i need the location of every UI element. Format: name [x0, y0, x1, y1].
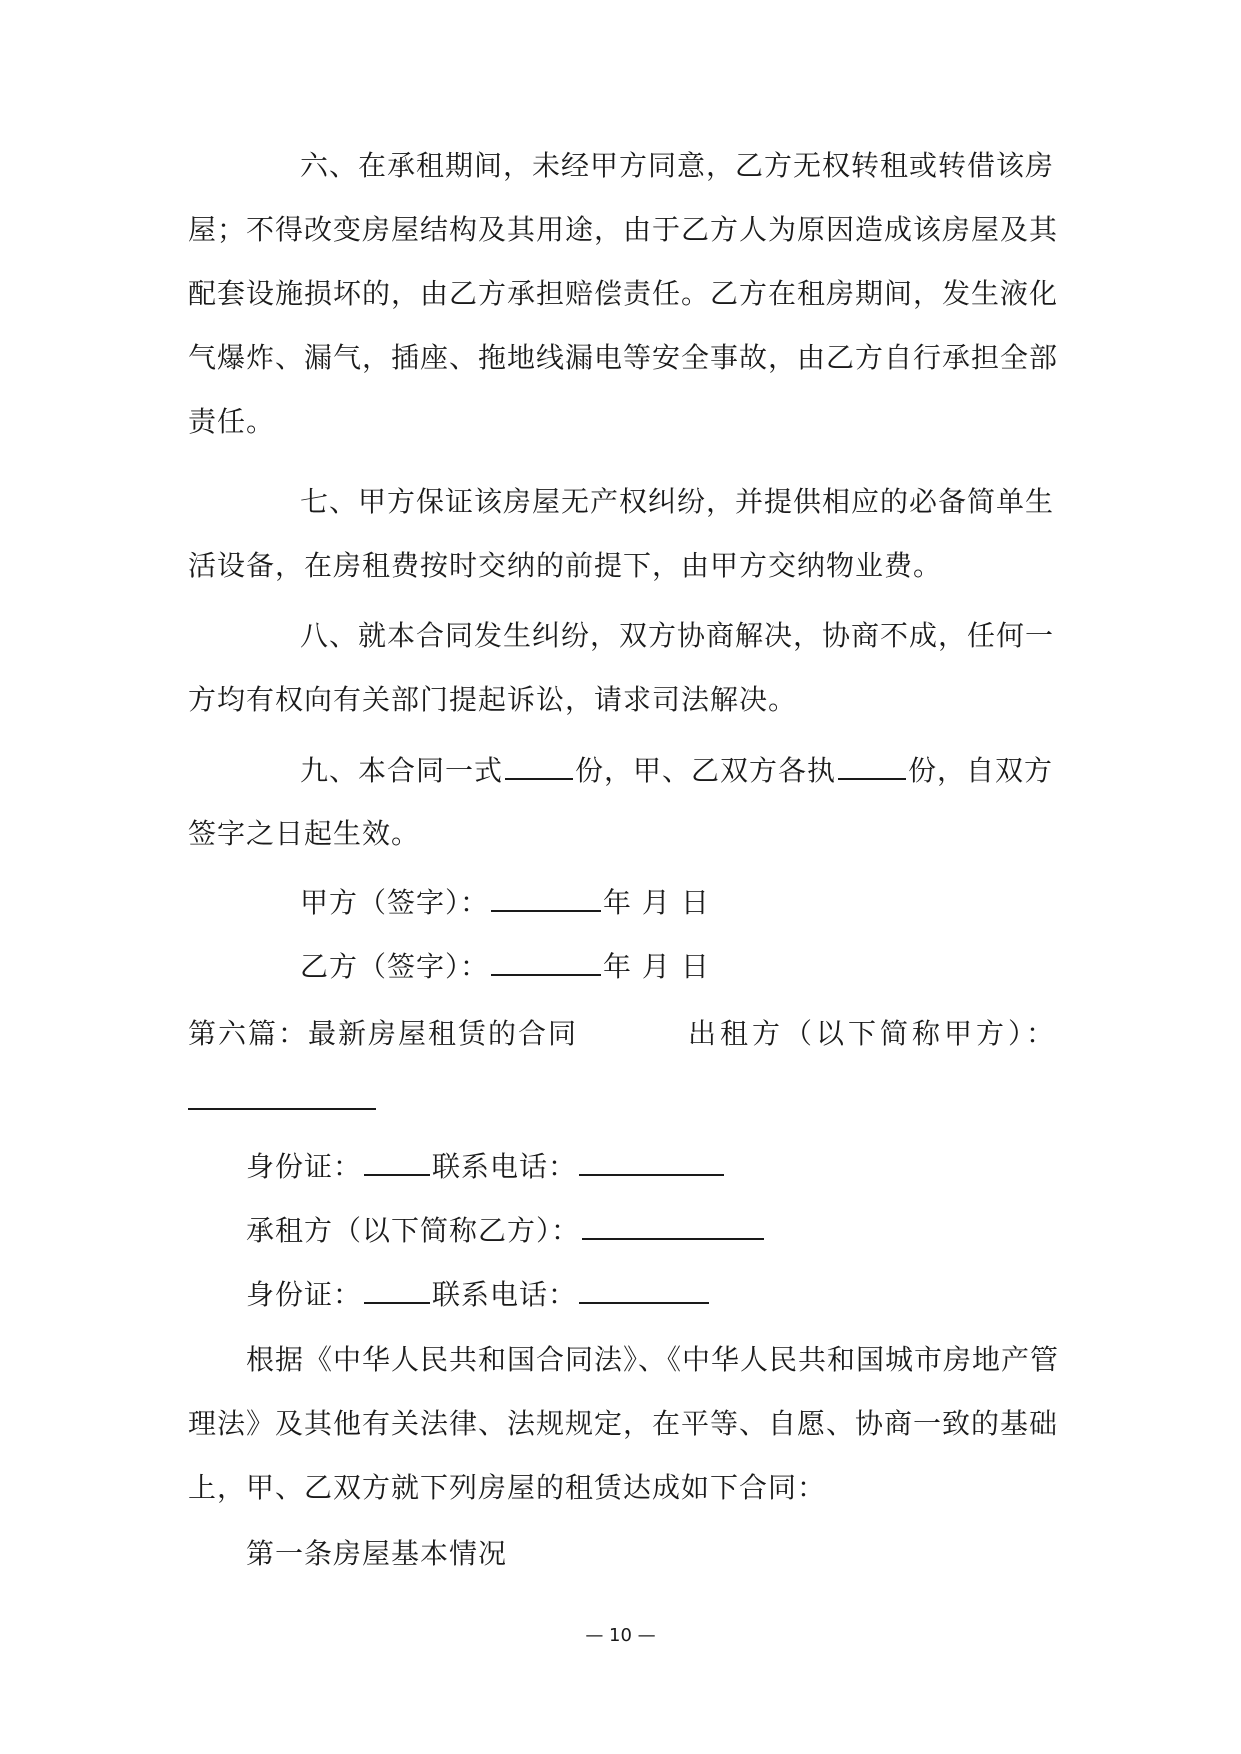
lessor-id-label: 身份证： [246, 1150, 363, 1183]
lessee-line [246, 1210, 766, 1251]
lessee-id-phone-line [246, 1274, 711, 1315]
clause-6-line-4: 气爆炸、漏气，插座、拖地线漏电等安全事故，由乙方自行承担全部 [188, 341, 1059, 374]
lessor-name-blank [188, 1108, 376, 1110]
party-a-signature-line [300, 882, 710, 923]
clause-6-line-1: 六、在承租期间，未经甲方同意，乙方无权转租或转借该房 [300, 149, 1055, 182]
clause-7-line-1: 七、甲方保证该房屋无产权纠纷，并提供相应的必备简单生 [300, 485, 1055, 518]
lessee-phone-label: 联系电话： [432, 1278, 578, 1311]
clause-9-text-b: 份，甲、乙双方各执 [575, 754, 837, 787]
party-b-signature-label: 乙方（签字）： [300, 950, 490, 983]
copies-total-blank [505, 750, 573, 780]
party-a-date: 年 月 日 [603, 886, 710, 919]
clause-9-text-a: 九、本合同一式 [300, 754, 504, 787]
lessor-label: 出租方（以下简称甲方）： [688, 1017, 1059, 1050]
section-6-title: 第六篇：最新房屋租赁的合同 [188, 1017, 579, 1050]
lessee-phone-blank [579, 1274, 709, 1304]
lessor-id-phone-line [246, 1146, 726, 1187]
lessee-label: 承租方（以下简称乙方）： [246, 1214, 581, 1247]
clause-8-line-1: 八、就本合同发生纠纷，双方协商解决，协商不成，任何一 [300, 619, 1055, 652]
clause-7-line-2: 活设备，在房租费按时交纳的前提下，由甲方交纳物业费。 [188, 549, 943, 582]
party-a-signature-label: 甲方（签字）： [300, 886, 490, 919]
lessee-id-label: 身份证： [246, 1278, 363, 1311]
party-a-signature-blank [491, 882, 601, 912]
lessor-phone-blank [579, 1146, 724, 1176]
article-1-heading: 第一条房屋基本情况 [246, 1537, 508, 1570]
page-number: — 10 — [585, 1625, 656, 1646]
copies-each-blank [838, 750, 906, 780]
clause-6-line-5: 责任。 [188, 405, 276, 438]
basis-line-2: 理法》及其他有关法律、法规规定，在平等、自愿、协商一致的基础 [188, 1407, 1059, 1440]
lessee-id-blank [364, 1274, 430, 1304]
lessor-phone-label: 联系电话： [432, 1150, 578, 1183]
party-b-signature-blank [491, 946, 601, 976]
clause-6-line-3: 配套设施损坏的，由乙方承担赔偿责任。乙方在租房期间，发生液化 [188, 277, 1059, 310]
clause-9-text-c: 份，自双方 [908, 754, 1054, 787]
lessee-name-blank [582, 1210, 764, 1240]
clause-9-line-1 [300, 750, 1053, 791]
clause-6-line-2: 屋；不得改变房屋结构及其用途，由于乙方人为原因造成该房屋及其 [188, 213, 1059, 246]
party-b-date: 年 月 日 [603, 950, 710, 983]
clause-8-line-2: 方均有权向有关部门提起诉讼，请求司法解决。 [188, 683, 798, 716]
basis-line-3: 上，甲、乙双方就下列房屋的租赁达成如下合同： [188, 1471, 827, 1504]
basis-line-1: 根据《中华人民共和国合同法》、《中华人民共和国城市房地产管 [246, 1343, 1060, 1376]
lessor-id-blank [364, 1146, 430, 1176]
party-b-signature-line [300, 946, 710, 987]
clause-9-line-2: 签字之日起生效。 [188, 817, 421, 850]
